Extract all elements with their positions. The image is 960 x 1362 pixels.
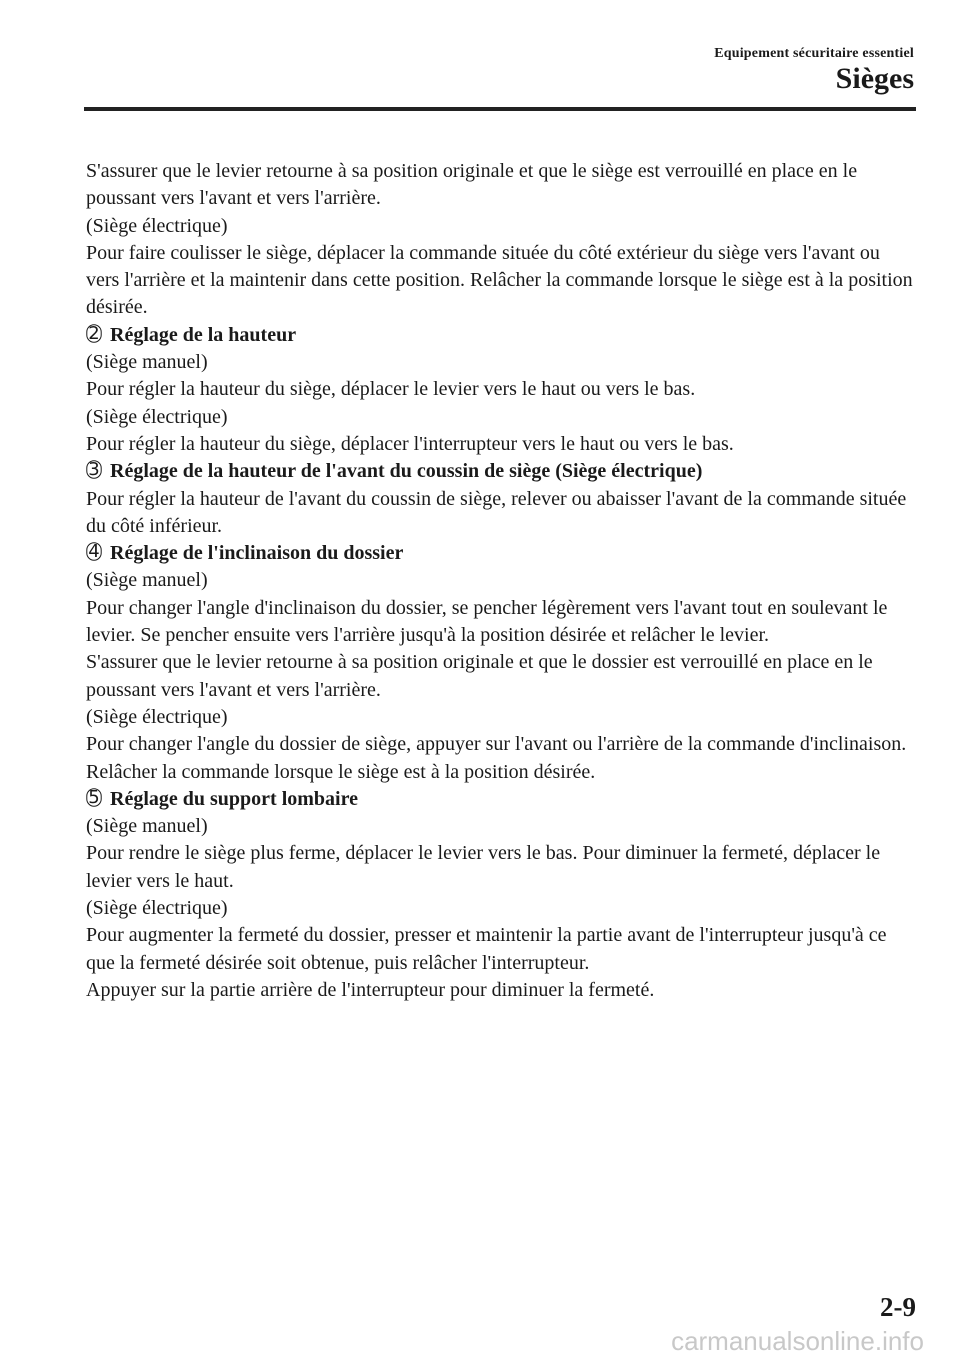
paragraph: (Siège électrique): [86, 405, 228, 428]
paragraph: (Siège manuel): [86, 815, 208, 838]
page-content: [86, 158, 916, 1004]
section-heading-text: Réglage de la hauteur de l'avant du coussin de siège (Siège électrique): [110, 460, 703, 483]
paragraph: S'assurer que le levier retourne à sa position originale et que le siège est verrouillé en place en le poussant vers l'avant et vers l'arrière.: [86, 160, 858, 210]
circled-number-4-icon: [86, 542, 102, 561]
circled-number-3-icon: [86, 460, 102, 479]
circled-number-2-icon: [86, 324, 102, 343]
svg-text:5: 5: [88, 787, 100, 807]
paragraph: Pour changer l'angle du dossier de siège, appuyer sur l'avant ou l'arrière de la commande d'inclinaison. Relâcher la commande lorsque le siège est à la position désirée.: [86, 733, 907, 783]
header-rule: [84, 107, 916, 111]
paragraph: Appuyer sur la partie arrière de l'interrupteur pour diminuer la fermeté.: [86, 978, 655, 1001]
paragraph: Pour faire coulisser le siège, déplacer la commande située du côté extérieur du siège vers l'avant ou vers l'arrière et la maintenir dans cette position. Relâcher la commande lorsque le siège est à la position désirée.: [86, 241, 913, 319]
page-title: Sièges: [835, 62, 914, 95]
page-number: 2-9: [880, 1292, 916, 1322]
section-heading-text: Réglage de l'inclinaison du dossier: [110, 542, 404, 565]
paragraph: Pour augmenter la fermeté du dossier, presser et maintenir la partie avant de l'interrupteur jusqu'à ce que la fermeté désirée soit obtenue, puis relâcher l'interrupteur.: [86, 924, 887, 974]
section-heading-recline: [86, 540, 916, 567]
paragraph: Pour régler la hauteur de l'avant du coussin de siège, relever ou abaisser l'avant de la commande située du côté inférieur.: [86, 487, 907, 537]
watermark: carmanualsonline.info: [671, 1326, 924, 1356]
paragraph: Pour régler la hauteur du siège, déplacer le levier vers le haut ou vers le bas.: [86, 378, 696, 401]
section-heading-text: Réglage du support lombaire: [110, 787, 358, 810]
circled-number-5-icon: [86, 788, 102, 807]
section-heading-text: Réglage de la hauteur: [110, 323, 297, 346]
svg-text:3: 3: [88, 460, 100, 480]
paragraph: Pour régler la hauteur du siège, déplacer l'interrupteur vers le haut ou vers le bas.: [86, 432, 734, 455]
paragraph: S'assurer que le levier retourne à sa position originale et que le dossier est verrouillé en place en le poussant vers l'avant et vers l'arrière.: [86, 651, 873, 701]
paragraph: (Siège électrique): [86, 897, 228, 920]
paragraph: Pour changer l'angle d'inclinaison du dossier, se pencher légèrement vers l'avant tout en soulevant le levier. Se pencher ensuite vers l'arrière jusqu'à la position désirée et relâcher le levier.: [86, 596, 888, 647]
svg-text:4: 4: [88, 542, 100, 562]
paragraph: (Siège manuel): [86, 569, 208, 592]
paragraph: (Siège électrique): [86, 214, 228, 237]
svg-text:2: 2: [88, 323, 100, 343]
paragraph: (Siège manuel): [86, 351, 208, 374]
section-heading-cushion: [86, 458, 916, 485]
paragraph: (Siège électrique): [86, 705, 228, 728]
section-heading-height: [86, 322, 916, 349]
section-heading-lumbar: [86, 786, 916, 813]
section-subtitle: Equipement sécuritaire essentiel: [714, 46, 914, 61]
paragraph: Pour rendre le siège plus ferme, déplacer le levier vers le bas. Pour diminuer la fermeté, déplacer le levier vers le haut.: [86, 842, 881, 892]
